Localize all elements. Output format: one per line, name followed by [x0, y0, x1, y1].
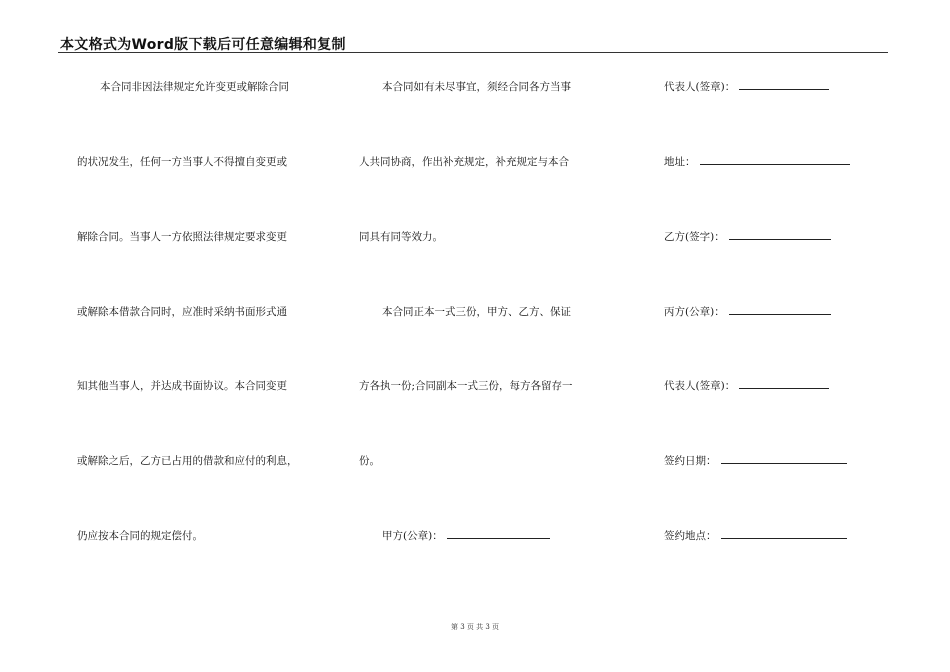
representative-signature-2 [664, 379, 829, 393]
document-header-title: 本文格式为Word版下载后可任意编辑和复制 [60, 37, 346, 53]
signature-blank [729, 305, 831, 315]
col1-line-4: 或解除本借款合同时，应准时采纳书面形式通 [77, 306, 287, 318]
col2-line-2: 人共同协商，作出补充规定，补充规定与本合 [359, 156, 569, 168]
signature-blank [729, 230, 831, 240]
col1-line-5: 知其他当事人，并达成书面协议。本合同变更 [77, 380, 287, 392]
signature-blank [739, 80, 829, 90]
representative-signature-1 [664, 80, 829, 94]
signing-date-field [664, 454, 847, 468]
field-label: 丙方(公章)： [664, 306, 725, 318]
party-b-signature [664, 230, 831, 244]
col1-line-1: 本合同非因法律规定允许变更或解除合同 [100, 81, 289, 93]
field-label: 代表人(签章)： [664, 81, 736, 93]
signature-blank [700, 155, 850, 165]
page-number: 第 3 页 共 3 页 [450, 623, 500, 631]
field-label: 签约地点： [664, 530, 717, 542]
field-label: 地址： [664, 156, 696, 168]
signature-blank [721, 529, 847, 539]
field-label: 代表人(签章)： [664, 380, 736, 392]
col2-line-5: 方各执一份;合同副本一式三份，每方各留存一 [359, 380, 573, 392]
col2-line-6: 份。 [359, 455, 380, 467]
party-a-signature [382, 529, 550, 543]
signature-blank [721, 454, 847, 464]
signature-blank [739, 379, 829, 389]
col1-line-2: 的状况发生，任何一方当事人不得擅自变更或 [77, 156, 287, 168]
col2-line-3: 同具有同等效力。 [359, 231, 443, 243]
party-c-signature [664, 305, 831, 319]
signature-blank [447, 529, 550, 539]
col1-line-7: 仍应按本合同的规定偿付。 [77, 530, 203, 542]
signing-place-field [664, 529, 847, 543]
address-field [664, 155, 850, 169]
field-label: 签约日期： [664, 455, 717, 467]
field-label: 乙方(签字)： [664, 231, 725, 243]
header-divider [58, 52, 888, 53]
col1-line-3: 解除合同。当事人一方依照法律规定要求变更 [77, 231, 287, 243]
party-a-signature-label: 甲方(公章)： [382, 530, 443, 542]
col1-line-6: 或解除之后，乙方已占用的借款和应付的利息， [77, 455, 298, 467]
col2-line-1: 本合同如有未尽事宜，须经合同各方当事 [382, 81, 571, 93]
col2-line-4: 本合同正本一式三份，甲方、乙方、保证 [382, 306, 571, 318]
